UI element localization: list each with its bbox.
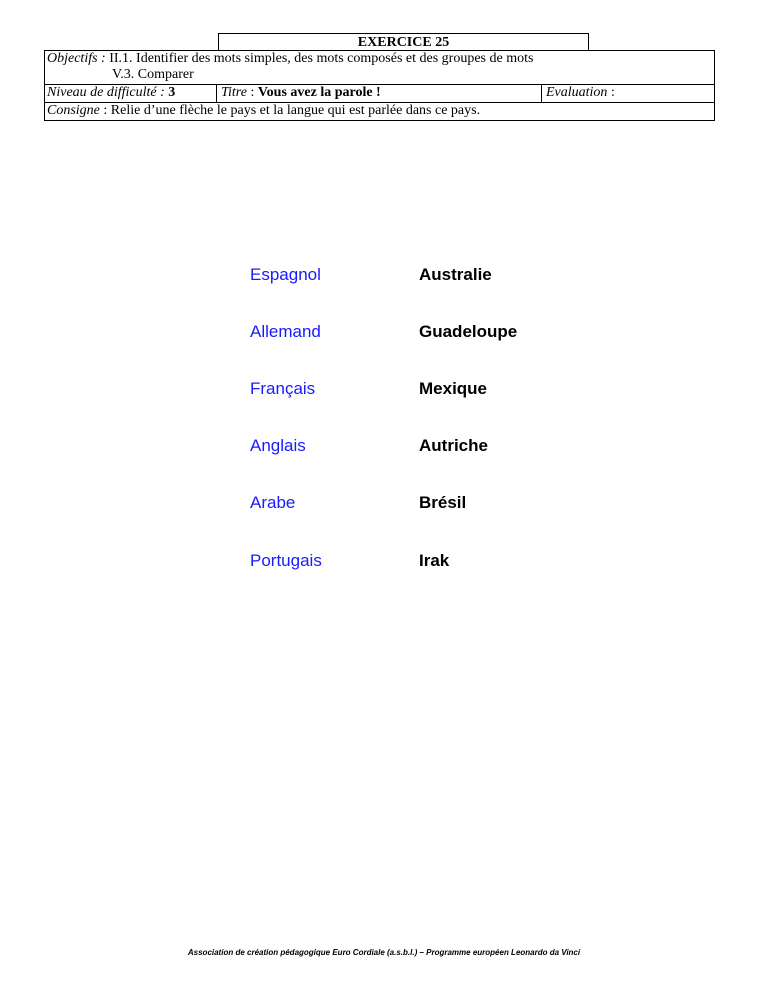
country-item[interactable]: Mexique	[419, 379, 488, 398]
matching-pair	[250, 377, 610, 401]
niveau-cell	[45, 85, 217, 102]
country-item[interactable]: Australie	[419, 265, 492, 284]
objectifs-line-2: V.3. Comparer	[112, 67, 194, 82]
evaluation-cell	[542, 85, 714, 102]
evaluation-label: Evaluation	[546, 85, 608, 100]
language-item[interactable]: Portugais	[250, 551, 322, 570]
country-item[interactable]: Brésil	[419, 493, 467, 512]
matching-pair	[250, 320, 610, 344]
matching-pair	[250, 491, 610, 515]
titre-label: Titre	[221, 85, 247, 100]
language-item[interactable]: Français	[250, 379, 316, 398]
niveau-row	[45, 85, 714, 103]
titre-value: Vous avez la parole !	[257, 85, 381, 100]
exercise-header-table	[44, 50, 715, 121]
country-item[interactable]: Autriche	[419, 436, 488, 455]
niveau-label: Niveau de difficulté :	[47, 85, 165, 100]
page-footer: Association de création pédagogique Euro Cordiale (a.s.b.l.) – Programme européen Leonardo da Vinci	[187, 948, 581, 957]
consigne-label: Consigne	[47, 103, 100, 118]
matching-pair	[250, 263, 610, 287]
evaluation-sep: :	[607, 85, 615, 100]
matching-pair	[250, 434, 610, 458]
language-item[interactable]: Allemand	[250, 322, 321, 341]
country-item[interactable]: Irak	[419, 551, 450, 570]
objectifs-text-1: II.1. Identifier des mots simples, des mots composés et des groupes de mots	[105, 51, 534, 66]
country-item[interactable]: Guadeloupe	[419, 322, 518, 341]
titre-sep: :	[246, 85, 258, 100]
language-item[interactable]: Arabe	[250, 493, 296, 512]
objectifs-line-1	[47, 51, 714, 67]
titre-cell	[217, 85, 542, 102]
language-item[interactable]: Anglais	[250, 436, 306, 455]
objectifs-label: Objectifs :	[47, 51, 106, 66]
exercise-title: EXERCICE 25	[218, 33, 589, 50]
objectifs-row	[45, 51, 714, 85]
consigne-row	[45, 103, 714, 120]
niveau-value: 3	[168, 85, 176, 100]
matching-pair	[250, 549, 610, 573]
consigne-text: : Relie d’une flèche le pays et la langue qui est parlée dans ce pays.	[99, 103, 481, 118]
language-item[interactable]: Espagnol	[250, 265, 321, 284]
